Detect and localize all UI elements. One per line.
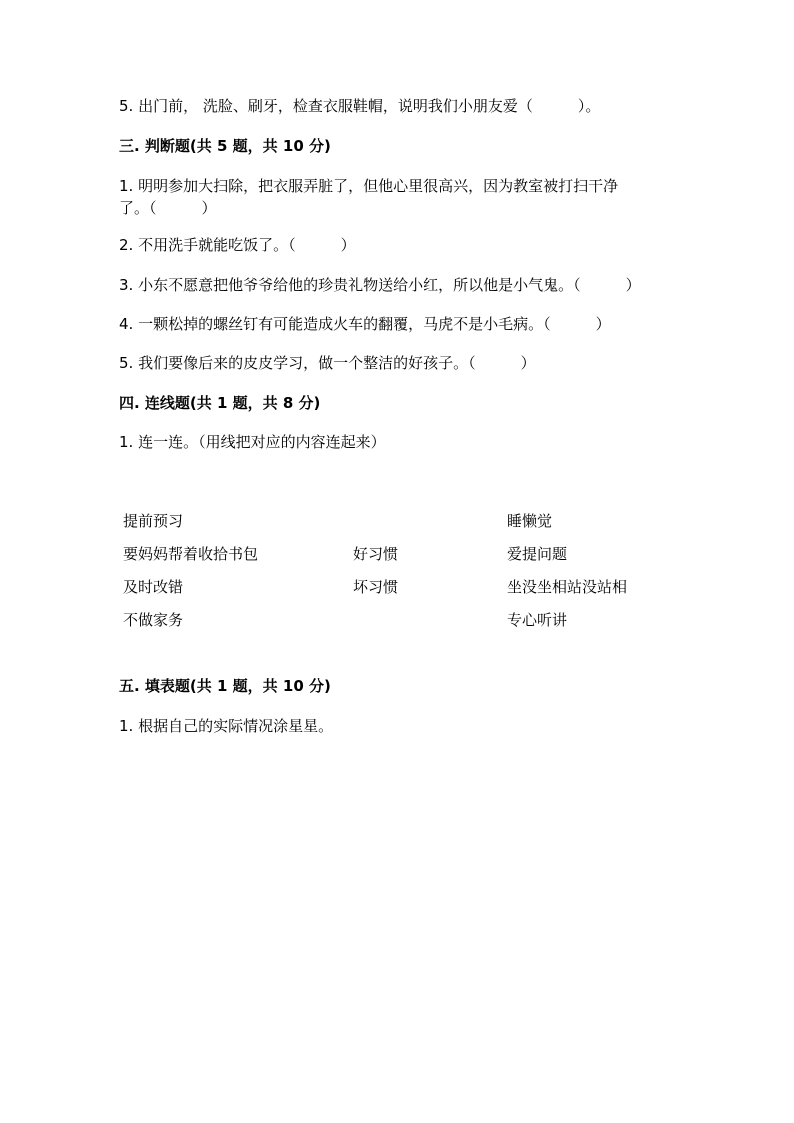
match-left-item: 要妈妈帮着收拾书包 <box>123 545 259 563</box>
section-5-heading: 五. 填表题(共 1 题，共 10 分) <box>119 677 331 695</box>
question-4-1: 1. 连一连。（用线把对应的内容连起来） <box>119 433 386 451</box>
question-3-2: 2. 不用洗手就能吃饭了。（ ） <box>119 236 356 254</box>
match-left-item: 不做家务 <box>123 611 184 629</box>
match-left-item: 及时改错 <box>123 578 184 596</box>
match-middle-item: 好习惯 <box>353 545 399 563</box>
question-2-5: 5. 出门前， 洗脸、刷牙，检查衣服鞋帽，说明我们小朋友爱（ ）。 <box>119 97 601 115</box>
section-3-heading: 三. 判断题(共 5 题，共 10 分) <box>119 137 331 155</box>
match-left-item: 提前预习 <box>123 512 184 530</box>
question-3-1-line2: 了。（ ） <box>119 199 217 217</box>
match-right-item: 睡懒觉 <box>507 512 553 530</box>
match-right-item: 专心听讲 <box>507 611 568 629</box>
match-right-item: 爱提问题 <box>507 545 568 563</box>
question-3-3: 3. 小东不愿意把他爷爷给他的珍贵礼物送给小红，所以他是小气鬼。（ ） <box>119 276 641 294</box>
question-3-4: 4. 一颗松掉的螺丝钉有可能造成火车的翻覆，马虎不是小毛病。（ ） <box>119 315 611 333</box>
section-4-heading: 四. 连线题(共 1 题，共 8 分) <box>119 394 321 412</box>
match-middle-item: 坏习惯 <box>353 578 399 596</box>
question-3-1-line1: 1. 明明参加大扫除，把衣服弄脏了，但他心里很高兴，因为教室被打扫干净 <box>119 177 619 195</box>
question-5-1: 1. 根据自己的实际情况涂星星。 <box>119 717 334 735</box>
question-3-5: 5. 我们要像后来的皮皮学习，做一个整洁的好孩子。（ ） <box>119 354 536 372</box>
match-right-item: 坐没坐相站没站相 <box>507 578 628 596</box>
